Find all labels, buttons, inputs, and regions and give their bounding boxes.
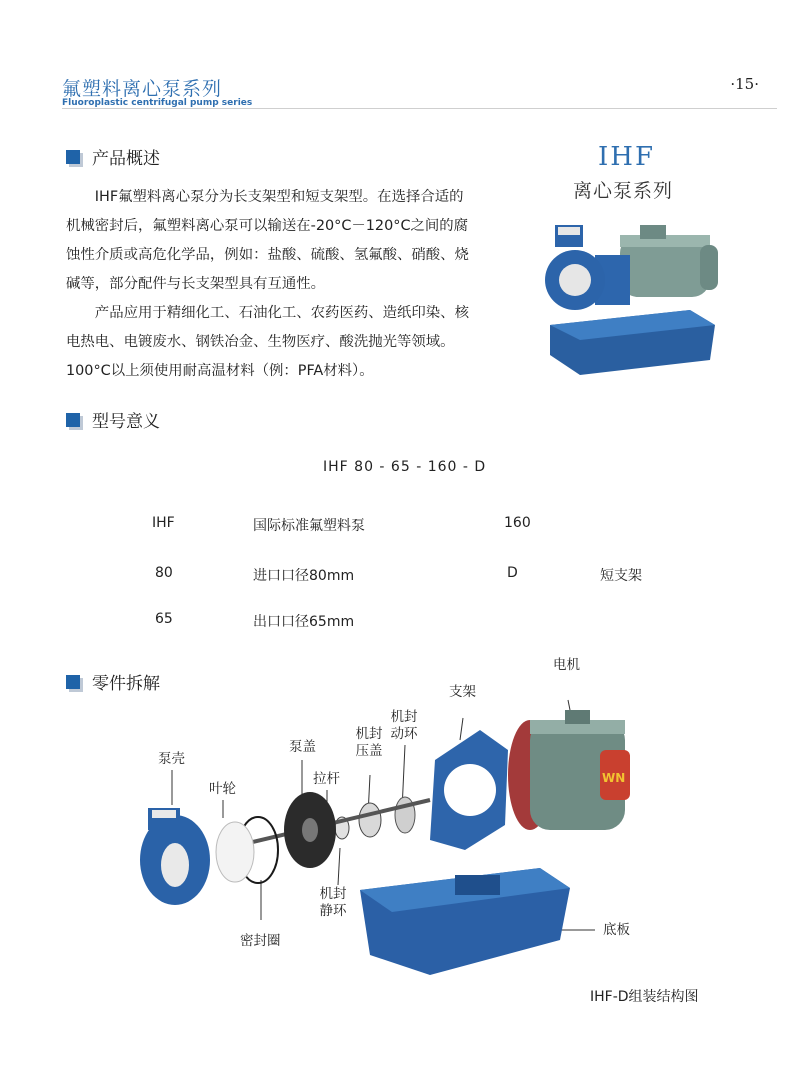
label-pump-casing: 泵壳 (158, 751, 185, 767)
section-heading-text: 产品概述 (92, 149, 160, 169)
label-o-ring: 密封圈 (240, 933, 281, 949)
overview-text (66, 183, 470, 386)
model-row-1-code: IHF (152, 515, 175, 531)
model-code: IHF 80 - 65 - 160 - D (323, 459, 487, 475)
section-heading-overview (66, 144, 160, 169)
label-seal-ring: 机封动环 (390, 709, 418, 742)
model-row-2-code: 80 (155, 565, 173, 581)
label-seal-gland: 机封压盖 (355, 726, 383, 759)
label-tie-rod: 拉杆 (313, 771, 340, 787)
label-motor: 电机 (553, 657, 580, 673)
section-heading-model (66, 407, 160, 432)
section-heading-text: 型号意义 (92, 412, 160, 432)
model-row-3-code: 65 (155, 611, 173, 627)
motor-brand-text: WN (602, 771, 626, 785)
section-heading-text: 零件拆解 (92, 674, 160, 694)
label-base: 底板 (603, 922, 630, 938)
header-divider (62, 108, 777, 109)
section-square-icon (66, 413, 80, 427)
model-row-2-desc2: 短支架 (600, 568, 642, 584)
header-title-cn: 氟塑料离心泵系列 (62, 78, 223, 100)
section-square-icon (66, 675, 80, 689)
section-square-icon (66, 150, 80, 164)
model-row-2-desc: 进口口径80mm (253, 568, 355, 584)
product-subtitle: 离心泵系列 (573, 180, 674, 202)
model-row-2-code2: D (507, 565, 518, 581)
label-pump-cover: 泵盖 (289, 739, 316, 755)
pump-assembly-image (540, 215, 740, 375)
overview-paragraph-2: 产品应用于精细化工、石油化工、农药医药、造纸印染、核电热电、电镀废水、钢铁冶金、生物医疗、酸洗抛光等领域。100°C以上须使用耐高温材料（例：PFA材料）。 (66, 305, 469, 379)
overview-paragraph-1: IHF氟塑料离心泵分为长支架型和短支架型。在选择合适的机械密封后，氟塑料离心泵可以输送在-20°C－120°C之间的腐蚀性介质或高危化学品，例如：盐酸、硫酸、氢氟酸、硝酸、烧碱等，部分配件与长支架型具有互通性。 (66, 189, 469, 292)
label-bracket: 支架 (449, 684, 476, 700)
label-seal-static: 机封静环 (319, 886, 347, 919)
product-title: IHF (598, 142, 655, 172)
model-row-1-desc: 国际标准氟塑料泵 (253, 518, 365, 534)
figure-caption: IHF-D组装结构图 (590, 989, 699, 1005)
model-row-1-code2: 160 (504, 515, 531, 531)
page-number: ·15· (730, 75, 759, 93)
header-title-en: Fluoroplastic centrifugal pump series (62, 98, 253, 108)
model-row-3-desc: 出口口径65mm (253, 614, 355, 630)
label-impeller: 叶轮 (209, 781, 236, 797)
